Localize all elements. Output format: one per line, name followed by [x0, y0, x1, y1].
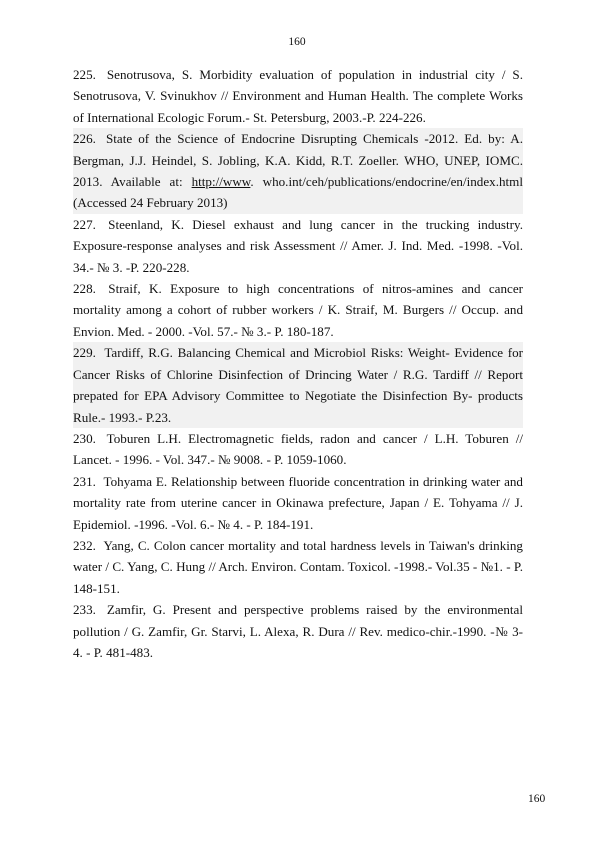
reference-item-231 — [73, 471, 523, 535]
reference-text: Toburen L.H. Electromagnetic fields, radon and cancer / L.H. Toburen // Lancet. - 1996. - Vol. 347.- № 9008. - P. 1059-1060. — [73, 430, 524, 468]
reference-number: 233. — [73, 602, 96, 618]
reference-number: 232. — [73, 537, 96, 553]
reference-number: 227. — [73, 216, 96, 232]
reference-item-230 — [73, 428, 523, 471]
reference-item-228 — [73, 278, 523, 342]
page-number-footer: 160 — [528, 793, 546, 805]
reference-item-229 — [73, 342, 523, 428]
reference-number: 225. — [73, 67, 96, 82]
reference-item-232 — [73, 535, 523, 599]
reference-item-227 — [73, 214, 523, 278]
reference-text: Yang, C. Colon cancer mortality and total hardness levels in Taiwan's drinking water / C. Yang, C. Hung // Arch. Environ. Contam. Toxicol. -1998.- Vol.35 - №1. - P. 148-151. — [73, 537, 523, 596]
reference-item-225 — [73, 64, 523, 128]
reference-text: Tohyama E. Relationship between fluoride concentration in drinking water and mortality rate from uterine cancer in Okinawa prefecture, Japan / E. Tohyama // J. Epidemiol. -1996. -Vol. 6.- № 4. - P. 184-191. — [73, 473, 523, 532]
reference-text: Straif, K. Exposure to high concentrations of nitros-amines and cancer mortality among a cohort of rubber workers / K. Straif, M. Burgers // Occup. and Envion. Med. - 2000. -Vol. 57.- № 3.- P. 180-187. — [73, 281, 524, 339]
reference-text: State of the Science of Endocrine Disrupting Chemicals -2012. Ed. by: A. Bergman, J.J. Heindel, S. Jobling, K.A. Kidd, R.T. Zoeller. WHO, UNEP, IOMC. 2013. Available at: — [73, 131, 523, 190]
page-number-header: 160 — [288, 36, 306, 48]
reference-text: Tardiff, R.G. Balancing Chemical and Microbiol Risks: Weight- Evidence for Cancer Risks of Chlorine Disinfection of Drincing Water / R.G. Tardiff // Report prepated for EPA Advisory Committee to Negotiate the Disinfection By- products Rule.- 1993.- P.23. — [73, 345, 523, 425]
reference-link[interactable]: http://www — [191, 174, 251, 190]
reference-text-continued: . who.int/ceh/publications/endocrine/en/index.html (Accessed 24 February 2013) — [73, 174, 523, 211]
reference-number: 229. — [73, 345, 96, 361]
reference-text: Senotrusova, S. Morbidity evaluation of population in industrial city / S. Senotrusova, V. Svinukhov // Environment and Human Health. The complete Works of International Ecologic Forum.- St. Petersburg, 2003.-P. 224-226. — [73, 67, 523, 125]
reference-text: Zamfir, G. Present and perspective problems raised by the environmental pollution / G. Zamfir, Gr. Starvi, L. Alexa, R. Dura // Rev. medico-chir.-1990. -№ 3-4. - P. 481-483. — [73, 602, 523, 660]
reference-number: 231. — [73, 473, 96, 489]
reference-number: 226. — [73, 131, 96, 147]
reference-list — [73, 64, 523, 663]
reference-text: Steenland, K. Diesel exhaust and lung cancer in the trucking industry. Exposure-response analyses and risk Assessment // Amer. J. Ind. Med. -1998. -Vol. 34.- № 3. -P. 220-228. — [73, 216, 523, 275]
reference-number: 230. — [73, 430, 96, 446]
reference-item-233 — [73, 599, 523, 663]
reference-number: 228. — [73, 281, 96, 297]
reference-item-226 — [73, 128, 523, 214]
